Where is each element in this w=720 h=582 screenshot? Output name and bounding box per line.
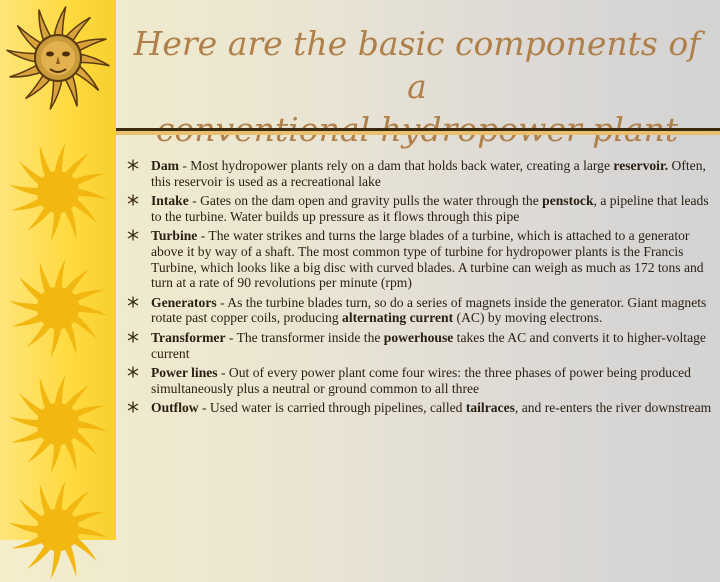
item-text: - Used water is carried through pipelines, called (198, 400, 466, 416)
key-term: penstock (542, 193, 594, 209)
key-term: Outflow (151, 400, 199, 416)
list-item (127, 295, 712, 326)
item-text: - As the turbine blades turn, so do a series of magnets inside the generator. Giant magnets rotate past copper coils, producing (151, 294, 707, 326)
list-item (127, 400, 712, 416)
list-item (127, 228, 712, 290)
sun-icon (6, 256, 110, 360)
sun-icon (6, 478, 110, 582)
item-text: - Most hydropower plants rely on a dam that holds back water, creating a large (178, 158, 614, 173)
key-term: tailraces (465, 400, 515, 416)
item-text: , and re-enters the river downstream (514, 400, 712, 416)
key-term: Generators (151, 294, 217, 310)
asterisk-bullet-icon (127, 159, 139, 171)
list-item (127, 365, 712, 396)
component-list (127, 158, 712, 420)
item-text: (AC) by moving electrons. (453, 310, 603, 326)
item-text: - The transformer inside the (225, 329, 384, 345)
item-text: - Out of every power plant come four wires: the three phases of power being produced simultaneously plus a neutral or ground common to all three (151, 365, 691, 396)
asterisk-bullet-icon (127, 401, 139, 413)
key-term: Turbine (151, 228, 198, 244)
key-term: powerhouse (383, 329, 454, 345)
list-item (127, 330, 712, 361)
key-term: Dam (151, 158, 179, 173)
item-text: - The water strikes and turns the large blades of a turbine, which is attached to a generator above it by way of a shaft. The most common type of turbine for hydropower plants is the Francis Turbine, which looks like a big disc with curved blades. A turbine can weigh as much as 172 tons and turn at a rate of 90 revolutions per minute (rpm) (151, 228, 704, 291)
item-text: Often, this reservoir is used as a recreational lake (151, 158, 706, 189)
item-text: - Gates on the dam open and gravity pulls the water through the (188, 193, 543, 209)
item-text: , a pipeline that leads to the turbine. Water builds up pressure as it flows through this pipe (151, 193, 709, 224)
slide-title-line-1: Here are the basic components of a (133, 24, 701, 106)
title-divider-highlight (116, 131, 720, 135)
asterisk-bullet-icon (127, 296, 139, 308)
key-term: Intake (151, 193, 189, 209)
key-term: Power lines (151, 365, 218, 381)
item-text: takes the AC and converts it to higher-voltage current (151, 329, 706, 361)
list-item (127, 158, 712, 189)
key-term: Transformer (151, 329, 226, 345)
asterisk-bullet-icon (127, 366, 139, 378)
asterisk-bullet-icon (127, 229, 139, 241)
sun-icon (6, 372, 110, 476)
key-term: alternating current (342, 310, 454, 326)
list-item (127, 193, 712, 224)
asterisk-bullet-icon (127, 331, 139, 343)
sun-icon (6, 140, 110, 244)
sun-face-icon (4, 2, 112, 110)
key-term: reservoir. (613, 158, 669, 173)
asterisk-bullet-icon (127, 194, 139, 206)
